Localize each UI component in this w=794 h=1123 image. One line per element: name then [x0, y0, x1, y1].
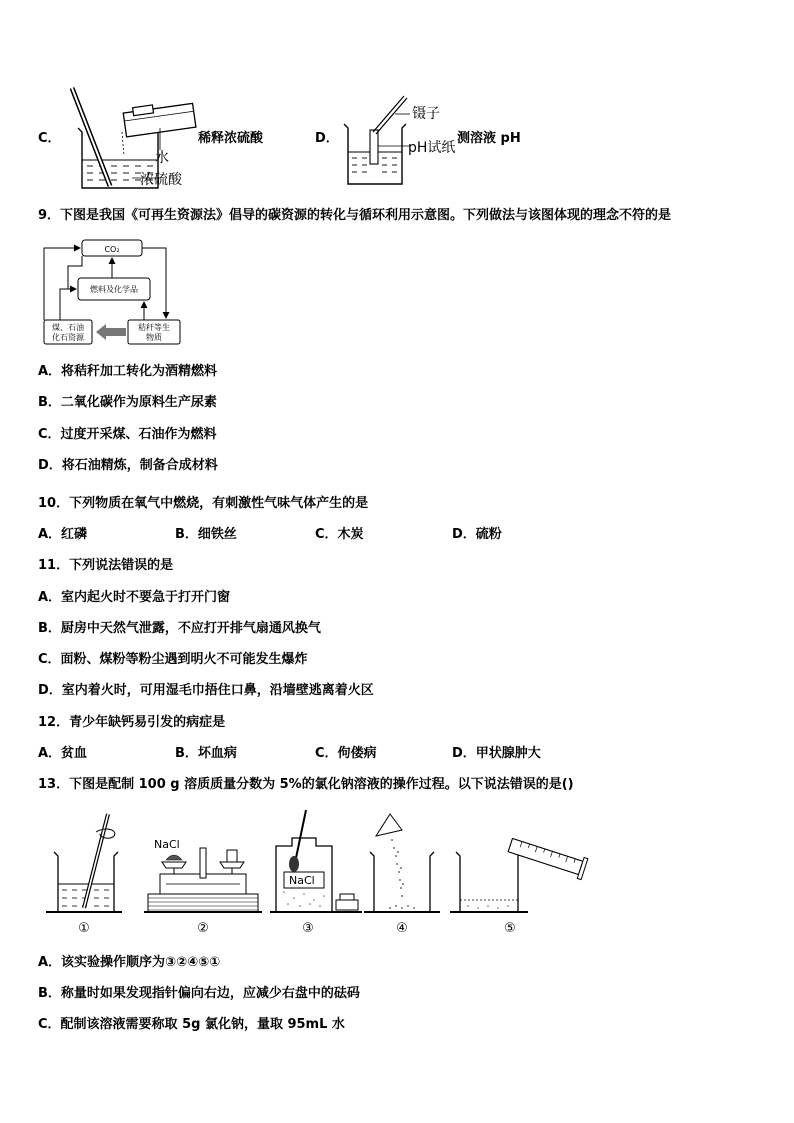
q8-c-label-water: 水	[155, 150, 169, 166]
q13-nacl-scale-label: NaCl	[154, 838, 180, 851]
q11-option-c: C．面粉、煤粉等粉尘遇到明火不可能发生爆炸	[38, 652, 308, 667]
q9-option-a: A．将秸秆加工转化为酒精燃料	[38, 364, 218, 379]
q8-c-label-acid: 浓硫酸	[140, 172, 182, 188]
q13-figure	[44, 808, 594, 938]
q13-step-label-3: ③	[302, 921, 314, 936]
q8-option-d-letter: D．	[315, 131, 339, 146]
q12-option-d: D．甲状腺肿大	[452, 746, 541, 761]
q9-label-straw-2: 物质	[146, 333, 162, 342]
q9-option-c: C．过度开采煤、石油作为燃料	[38, 427, 217, 442]
q9-option-d: D．将石油精炼，制备合成材料	[38, 458, 218, 473]
q13-step-label-1: ①	[78, 921, 90, 936]
q12-stem: 12．青少年缺钙易引发的病症是	[38, 715, 226, 730]
q13-step1-stirring	[46, 814, 122, 912]
q10-stem: 10．下列物质在氧气中燃烧，有刺激性气味气体产生的是	[38, 496, 369, 511]
q13-option-a: A．该实验操作顺序为③②④⑤①	[38, 955, 221, 970]
q9-label-coal-2: 化石资源	[52, 333, 84, 342]
q13-option-b: B．称量时如果发现指针偏向右边，应减少右盘中的砝码	[38, 986, 360, 1001]
q9-stem: 9．下图是我国《可再生资源法》倡导的碳资源的转化与循环利用示意图。下列做法与该图体现的理念不符的是	[38, 208, 672, 223]
q13-step-label-5: ⑤	[504, 921, 516, 936]
q8-d-caption: 测溶液 pH	[457, 131, 521, 146]
q12-option-c: C．佝偻病	[315, 746, 377, 761]
q8-c-caption: 稀释浓硫酸	[198, 131, 264, 146]
q13-step5-pouring-water	[450, 835, 588, 912]
q8-option-c-letter: C．	[38, 131, 61, 146]
q10-option-b: B．细铁丝	[175, 527, 237, 542]
q9-label-fuel: 燃料及化学品	[90, 285, 138, 294]
q8-d-label-tweezers: 镊子	[412, 106, 440, 122]
q11-option-b: B．厨房中天然气泄露，不应打开排气扇通风换气	[38, 621, 321, 636]
q8-c-figure	[60, 86, 210, 196]
q10-option-d: D．硫粉	[452, 527, 502, 542]
q13-step3-reagent-bottle	[270, 810, 362, 912]
q12-option-a: A．贫血	[38, 746, 88, 761]
q13-step4-pouring-powder	[364, 814, 440, 912]
q13-option-c: C．配制该溶液需要称取 5g 氯化钠，量取 95mL 水	[38, 1017, 345, 1032]
q13-step-label-4: ④	[396, 921, 408, 936]
q9-carbon-cycle-diagram	[40, 236, 200, 348]
q10-option-a: A．红磷	[38, 527, 88, 542]
q8-d-label-paper: pH试纸	[408, 140, 456, 156]
q12-option-b: B．坏血病	[175, 746, 237, 761]
q13-step2-balance	[144, 848, 262, 912]
q13-step-label-2: ②	[197, 921, 209, 936]
q11-option-a: A．室内起火时不要急于打开门窗	[38, 590, 231, 605]
q11-stem: 11．下列说法错误的是	[38, 558, 174, 573]
q13-nacl-bottle-label: NaCl	[289, 874, 315, 887]
q9-option-b: B．二氧化碳作为原料生产尿素	[38, 395, 217, 410]
q9-label-straw-1: 秸秆等生	[138, 323, 170, 332]
q9-label-co2: CO₂	[104, 245, 120, 254]
q11-option-d: D．室内着火时，可用湿毛巾捂住口鼻，沿墙壁逃离着火区	[38, 683, 374, 698]
q10-option-c: C．木炭	[315, 527, 364, 542]
q9-label-coal-1: 煤、石油	[52, 323, 84, 332]
q13-stem: 13．下图是配制 100 g 溶质质量分数为 5%的氯化钠溶液的操作过程。以下说法错误的是()	[38, 777, 574, 792]
